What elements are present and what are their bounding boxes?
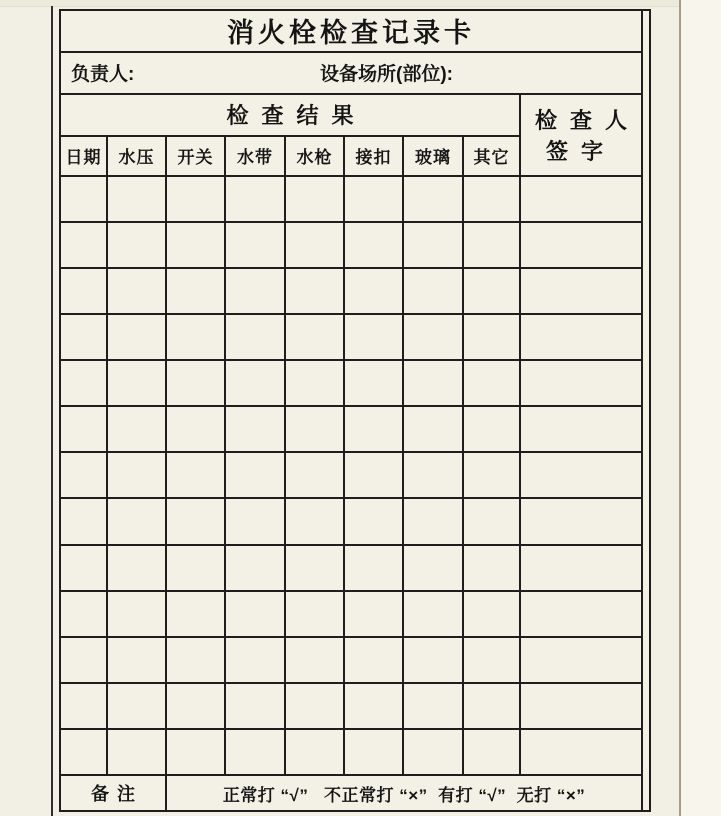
scan-top-edge	[0, 0, 721, 7]
remark-label: 备注	[60, 775, 166, 811]
empty-cell	[107, 222, 166, 268]
empty-cell	[60, 406, 107, 452]
empty-cell	[520, 545, 642, 591]
empty-cell	[107, 176, 166, 222]
empty-cell	[225, 360, 285, 406]
table-row	[60, 452, 642, 498]
empty-cell	[225, 498, 285, 544]
empty-cell	[520, 591, 642, 637]
empty-cell	[60, 683, 107, 729]
empty-cell	[463, 498, 520, 544]
empty-cell	[225, 452, 285, 498]
empty-cell	[463, 314, 520, 360]
page-fold-line	[51, 6, 53, 816]
empty-cell	[463, 222, 520, 268]
empty-cell	[285, 637, 344, 683]
empty-cell	[166, 360, 225, 406]
empty-cell	[60, 545, 107, 591]
empty-cell	[225, 683, 285, 729]
column-header-valve: 开关	[166, 136, 225, 176]
empty-cell	[225, 268, 285, 314]
table-row	[60, 314, 642, 360]
empty-cell	[520, 452, 642, 498]
empty-cell	[403, 406, 463, 452]
empty-cell	[166, 545, 225, 591]
header-section	[60, 10, 642, 176]
empty-cell	[60, 222, 107, 268]
empty-cell	[166, 683, 225, 729]
table-row	[60, 545, 642, 591]
empty-cell	[107, 406, 166, 452]
column-header-coupling: 接扣	[344, 136, 403, 176]
empty-cell	[403, 360, 463, 406]
empty-cell	[344, 406, 403, 452]
info-row	[60, 52, 642, 94]
empty-cell	[403, 637, 463, 683]
empty-cell	[463, 591, 520, 637]
table-row	[60, 637, 642, 683]
empty-cell	[285, 314, 344, 360]
body-rows	[60, 176, 642, 775]
empty-cell	[403, 683, 463, 729]
empty-cell	[60, 452, 107, 498]
location-label: 设备场所(部位):	[320, 64, 453, 86]
empty-cell	[225, 591, 285, 637]
empty-cell	[285, 222, 344, 268]
empty-cell	[60, 498, 107, 544]
empty-cell	[285, 591, 344, 637]
info-labels	[61, 53, 641, 93]
scan-right-background	[681, 0, 721, 816]
empty-cell	[285, 545, 344, 591]
empty-cell	[520, 406, 642, 452]
empty-cell	[107, 268, 166, 314]
empty-cell	[463, 637, 520, 683]
empty-cell	[344, 498, 403, 544]
empty-cell	[60, 268, 107, 314]
empty-cell	[344, 452, 403, 498]
empty-cell	[344, 222, 403, 268]
column-header-nozzle: 水枪	[285, 136, 344, 176]
empty-cell	[403, 268, 463, 314]
empty-cell	[463, 360, 520, 406]
empty-cell	[520, 498, 642, 544]
empty-cell	[107, 637, 166, 683]
empty-cell	[403, 452, 463, 498]
empty-cell	[285, 729, 344, 775]
empty-cell	[285, 406, 344, 452]
empty-cell	[107, 314, 166, 360]
empty-cell	[107, 683, 166, 729]
empty-cell	[285, 268, 344, 314]
empty-cell	[225, 222, 285, 268]
column-header-pressure: 水压	[107, 136, 166, 176]
empty-cell	[463, 406, 520, 452]
empty-cell	[463, 729, 520, 775]
table-row	[60, 406, 642, 452]
empty-cell	[520, 683, 642, 729]
empty-cell	[60, 729, 107, 775]
empty-cell	[285, 498, 344, 544]
empty-cell	[463, 268, 520, 314]
empty-cell	[225, 545, 285, 591]
empty-cell	[403, 314, 463, 360]
empty-cell	[344, 176, 403, 222]
empty-cell	[285, 452, 344, 498]
empty-cell	[166, 176, 225, 222]
table-row	[60, 498, 642, 544]
empty-cell	[107, 498, 166, 544]
results-header: 检查结果	[60, 94, 520, 136]
empty-cell	[166, 498, 225, 544]
empty-cell	[107, 452, 166, 498]
inspection-record-card	[59, 9, 643, 812]
remark-row	[60, 775, 642, 811]
empty-cell	[225, 637, 285, 683]
empty-cell	[403, 222, 463, 268]
signature-column-header: 检查人签字	[520, 94, 642, 176]
empty-cell	[463, 545, 520, 591]
table-row	[60, 360, 642, 406]
title-row	[60, 10, 642, 52]
empty-cell	[60, 591, 107, 637]
empty-cell	[520, 314, 642, 360]
table-row	[60, 222, 642, 268]
empty-cell	[60, 314, 107, 360]
empty-cell	[60, 360, 107, 406]
table-row	[60, 729, 642, 775]
empty-cell	[403, 591, 463, 637]
page-title: 消火栓检查记录卡	[60, 10, 642, 52]
table-row	[60, 591, 642, 637]
empty-cell	[520, 360, 642, 406]
empty-cell	[166, 637, 225, 683]
column-header-glass: 玻璃	[403, 136, 463, 176]
empty-cell	[344, 545, 403, 591]
empty-cell	[285, 683, 344, 729]
empty-cell	[225, 406, 285, 452]
empty-cell	[344, 591, 403, 637]
remark-section	[60, 775, 642, 811]
empty-cell	[166, 591, 225, 637]
column-header-date: 日期	[60, 136, 107, 176]
empty-cell	[344, 637, 403, 683]
manager-label: 负责人:	[71, 64, 135, 86]
empty-cell	[520, 222, 642, 268]
empty-cell	[344, 729, 403, 775]
empty-cell	[344, 268, 403, 314]
empty-cell	[166, 314, 225, 360]
column-header-other: 其它	[463, 136, 520, 176]
empty-cell	[463, 176, 520, 222]
empty-cell	[225, 729, 285, 775]
empty-cell	[166, 406, 225, 452]
empty-cell	[225, 314, 285, 360]
empty-cell	[403, 545, 463, 591]
empty-cell	[107, 591, 166, 637]
empty-cell	[403, 729, 463, 775]
empty-cell	[107, 545, 166, 591]
empty-cell	[344, 360, 403, 406]
results-header-row	[60, 94, 642, 136]
column-header-hose: 水带	[225, 136, 285, 176]
empty-cell	[166, 729, 225, 775]
empty-cell	[285, 360, 344, 406]
empty-cell	[344, 683, 403, 729]
empty-cell	[463, 683, 520, 729]
empty-cell	[107, 360, 166, 406]
empty-cell	[107, 729, 166, 775]
empty-cell	[520, 268, 642, 314]
table-row	[60, 268, 642, 314]
table-row	[60, 176, 642, 222]
empty-cell	[166, 222, 225, 268]
empty-cell	[520, 176, 642, 222]
empty-cell	[166, 452, 225, 498]
table-row	[60, 683, 642, 729]
empty-cell	[520, 637, 642, 683]
empty-cell	[344, 314, 403, 360]
empty-cell	[166, 268, 225, 314]
empty-cell	[225, 176, 285, 222]
empty-cell	[520, 729, 642, 775]
empty-cell	[285, 176, 344, 222]
page-edge-line	[679, 0, 681, 816]
empty-cell	[60, 176, 107, 222]
empty-cell	[463, 452, 520, 498]
empty-cell	[403, 498, 463, 544]
empty-cell	[60, 637, 107, 683]
empty-cell	[403, 176, 463, 222]
remark-legend: 正常打 “√” 不正常打 “×” 有打 “√” 无打 “×”	[166, 775, 642, 811]
